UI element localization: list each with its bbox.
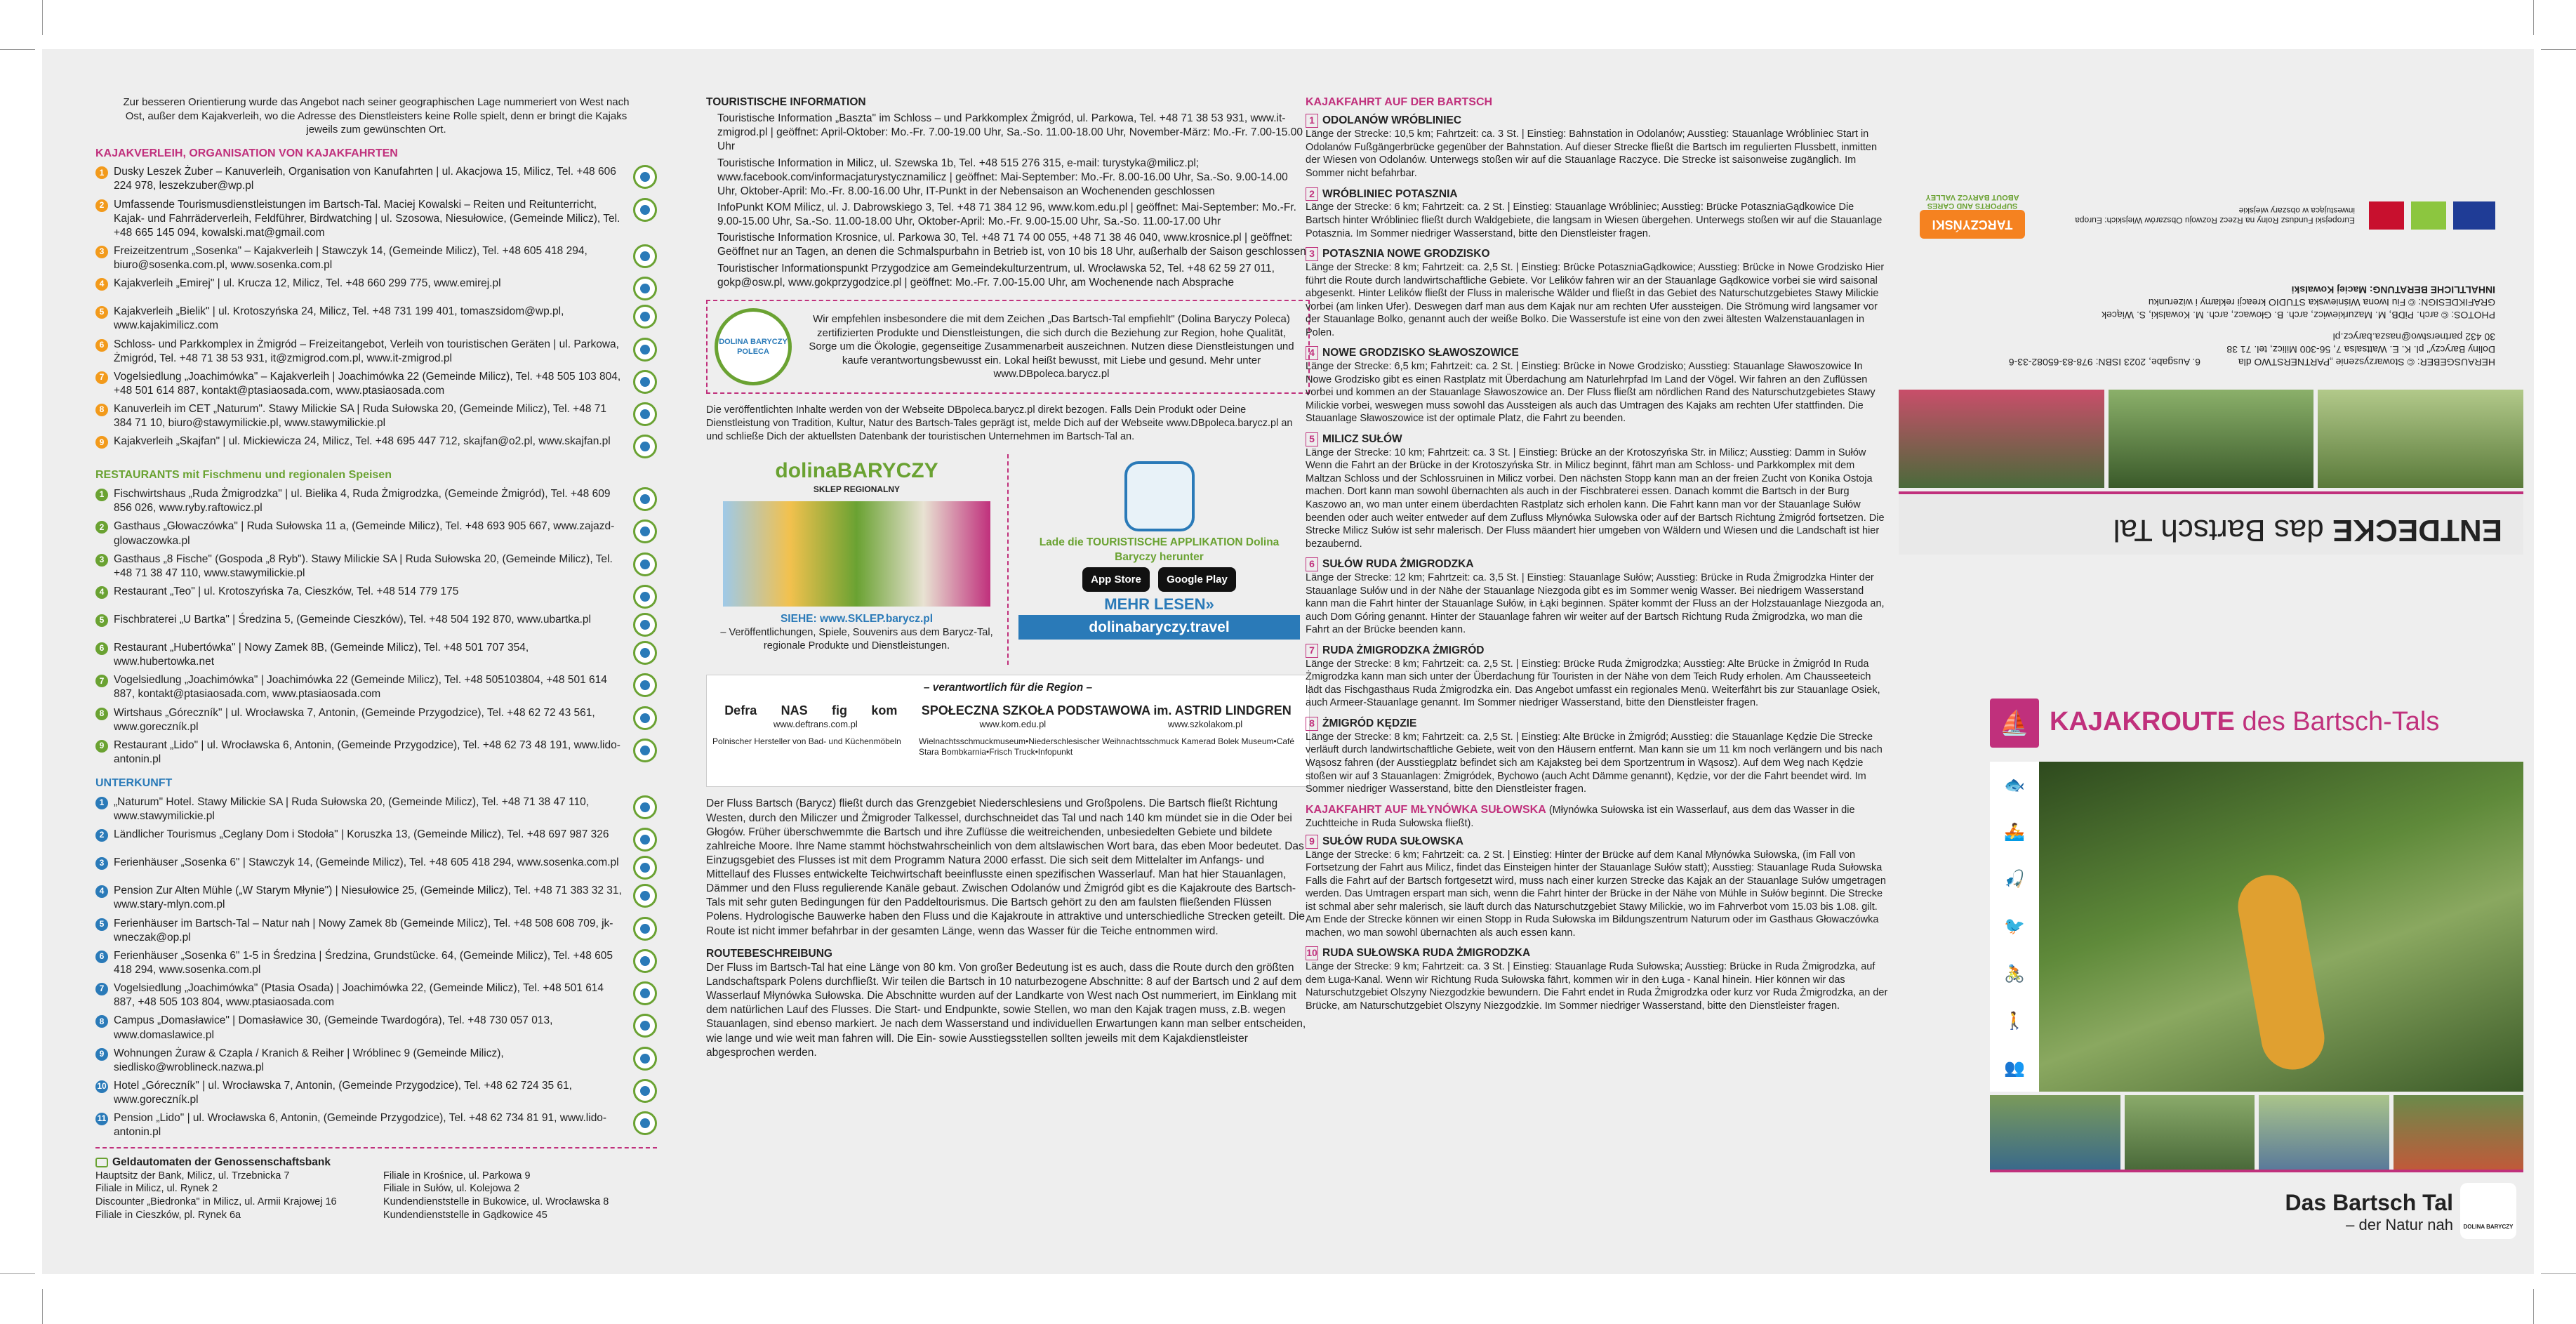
tourist-info-list [706, 112, 1310, 290]
column-kayak-route [1306, 95, 1888, 1019]
route-section-title: POTASZNIA NOWE GRODZISKO [1322, 248, 1490, 260]
shop-app-box [706, 454, 1310, 665]
text-line: Hauptsitz der Bank, Milicz, ul. Trzebnicka 7 [95, 1170, 290, 1181]
restaurants-list [95, 487, 657, 767]
text-line: kom [871, 703, 898, 717]
certified-seal-icon [633, 370, 657, 394]
sponsor-logos [712, 703, 1303, 719]
item-number: 5 [95, 918, 108, 931]
item-number: 8 [95, 404, 108, 416]
section-accommodation-title: UNTERKUNFT [95, 777, 173, 790]
list-item [95, 795, 657, 823]
crop-mark [2541, 49, 2576, 50]
tarczynski-logo: TARCZYŃSKI SUPPORTS AND CARES ABOUT BARYCZ VALLEY [1920, 193, 2025, 239]
route-section [1306, 557, 1888, 637]
route-section-heading [1306, 114, 1888, 128]
item-text: Dusky Leszek Żuber – Kanuverleih, Organisation von Kanufahrten | ul. Akacjowa 15, Milicz, Tel. +48 606 224 978, leszekzuber@wp.pl [114, 166, 616, 192]
cover-footer [2207, 1190, 2453, 1234]
app-icon [1124, 461, 1195, 531]
section-kayak-rental-title: KAJAKVERLEIH, ORGANISATION VON KAJAKFAHRTEN [95, 147, 398, 159]
photo-kayaks-1 [2318, 390, 2523, 488]
app-store-button[interactable]: App Store [1082, 567, 1150, 593]
text-line: Kundendienststelle in Gądkowice 45 [383, 1210, 547, 1222]
shop-subtitle: SKLEP REGIONALNY [813, 484, 901, 495]
item-text: „Naturum" Hotel. Stawy Milickie SA | Ruda Sułowska 20, (Gemeinde Milicz), Tel. +48 71 38 47 110, www.stawymilickie.pl [114, 795, 590, 823]
item-number: 7 [95, 371, 108, 384]
route-section-number: 9 [1306, 835, 1318, 849]
route-section-number: 1 [1306, 114, 1318, 128]
route-section [1306, 432, 1888, 550]
item-number: 4 [95, 278, 108, 291]
certified-seal-icon [633, 795, 657, 819]
item-number: 1 [95, 797, 108, 809]
atm-list-right [383, 1170, 657, 1222]
item-text: Wohnungen Żuraw & Czapla / Kranich & Reiher | Wróblinec 9 (Gemeinde Milicz), siedlisko@wroblineck.nazwa.pl [114, 1047, 504, 1073]
route-section-text: Länge der Strecke: 8 km; Fahrtzeit: ca. 2,5 St. | Einstieg: Brücke PotaszniaGądkowice; Ausstieg: Brücke in Nowe Grodzisko Hier führt die Route durch landwirtschaftliche Gebiete. Vor Lelików fahren wir an der Stauanlage Gądkowice vorbei sie wird saisonal abgesenkt. Hinter Lelików fließt der Fluss in malerische Wälder und fließt in das Gebiet des Naturschutzgebietes Stawy Milickie vorbei (am linken Ufer). Deswegen darf man aus dem Kajak nur am rechten Ufer aussteigen. Die Strömung wird langsamer vor der Stauanlage Bolko, genannt auch der weiße Bolko. Die Wasserstufe ist eine von den zwei ältesten Walzenstauanlagen in Polen. [1306, 262, 1885, 338]
text-line: Filiale in Krośnice, ul. Parkowa 9 [383, 1170, 531, 1181]
list-item [95, 165, 657, 193]
route-section-text: Länge der Strecke: 6 km; Fahrtzeit: ca. 2 St. | Einstieg: Stauanlage Wróbliniec; Ausstieg: Brücke PotaszniaGądkowice Die Bartsch hinter Wróbliniec fließt durch Waldgebiete, die langsam in Wiesen übergehen. Unterwegs stoßen wir auf die Stauanlage Potasznia. Im Sommer niedriger Wasserstand, bitte den Dienstleister fragen. [1306, 201, 1883, 239]
text-line: Touristische Information in Milicz, ul. Szewska 1b, Tel. +48 515 276 315, e-mail: turystyka@milicz.pl; www.facebook.com/informacjaturystycznamilicz | geöffnet: Mai-September: Mo.-Fr. 8.00-16.00 Uhr, Sa.-So. 9.00-14.00 Uhr, Oktober-April: Mo.-Fr. 8.00-16.00 Uhr, IT-Punkt in der Nebensaison an Wochenenden geschlossen [717, 157, 1288, 197]
shop-products-image [723, 501, 990, 607]
list-item [95, 435, 657, 458]
route-section [1306, 946, 1888, 1012]
certified-seal-icon [633, 706, 657, 730]
item-number: 10 [95, 1080, 108, 1093]
route-section-title: ŻMIGRÓD KĘDZIE [1322, 717, 1417, 729]
route-section-text: Länge der Strecke: 10,5 km; Fahrtzeit: ca. 3 St. | Einstieg: Bahnstation in Odolanów; Ausstieg: Stauanlage Wróbliniec Start in Odolanów Fußgängerbrücke gegenüber der Bahnstation. Auf dieser Strecke fließt die Bartsch im regulierten Flussbett, inmitten der Wiesen von Odolanów. Unterwegs stoßen wir auf die Stauanlage Raczyce. Die Strecke ist saisonweise zugänglich. Im Sommer nicht befahrbar. [1306, 128, 1878, 180]
atm-list-left [95, 1170, 369, 1222]
fish-icon: 🐟 [2004, 776, 2025, 795]
item-number: 3 [95, 246, 108, 258]
item-number: 5 [95, 306, 108, 319]
item-text: Restaurant „Hubertówka" | Nowy Zamek 8B, (Gemeinde Milicz), Tel. +48 501 707 354, www.hubertowka.net [114, 642, 529, 668]
list-item [95, 1047, 657, 1075]
kayak-photos-strip [1899, 390, 2523, 488]
item-text: Fischbraterei „U Bartka" | Średzina 5, (Gemeinde Cieszków), Tel. +48 504 192 870, www.ubartka.pl [114, 614, 591, 626]
cover-main-photo [2039, 762, 2523, 1092]
cyclist-icon: 🚴 [2004, 964, 2025, 984]
certified-seal-icon [633, 165, 657, 189]
crop-mark [42, 1289, 43, 1324]
google-play-button[interactable]: Google Play [1158, 567, 1236, 593]
item-text: Umfassende Tourismusdienstleistungen im Bartsch-Tal. Maciej Kowalski – Reiten und Reitunterricht, Kajak- und Fahrräderverleih, Feldführer, Birdwatching | ul. Szosowa, Niesułowice, (Gemeinde Milicz), Tel. +48 665 145 094, kowalski.mat@gmail.com [114, 198, 620, 239]
certified-seal-icon [633, 519, 657, 543]
atm-title: Geldautomaten der Genossenschaftsbank [112, 1156, 331, 1168]
list-item [95, 613, 657, 637]
dolina-baryczy-logo: DOLINA BARYCZY [2460, 1183, 2516, 1239]
text-line: Touristischer Informationspunkt Przygodzice am Gemeindekulturzentrum, ul. Wrocławska 52, Tel. +48 62 59 27 011, gokp@osw.pl, www.gokprzygodzice.pl | geöffnet: Mo.-Fr. 7.00-15.00 Uhr, am Wochenende nach Absprache [717, 262, 1275, 289]
list-item [95, 370, 657, 398]
entdecke-bold: ENTDECKE [2332, 513, 2502, 548]
item-text: Restaurant „Lido" | ul. Wrocławska 6, Antonin, (Gemeinde Przygodzice), Tel. +48 62 73 48 191, www.lido-antonin.pl [114, 739, 620, 766]
list-item [95, 487, 657, 515]
accommodation-list [95, 795, 657, 1140]
section-restaurants-title: RESTAURANTS mit Fischmenu und regionalen Speisen [95, 469, 392, 482]
consult-credit: INHALTLICHE BERATUNG: Maciej Kowalski [2291, 284, 2495, 296]
route-section-text: Länge der Strecke: 12 km; Fahrtzeit: ca. 3,5 St. | Einstieg: Stauanlage Sułów; Ausstieg: Brücke in Ruda Żmigrodzka Hinter der Stauanlage Sułów und in der Nähe der Stauanlage Niezgoda gibt es im Sommer wenig Wasser. Bei niedrigem Wasserstand kann man die Fahrt hinter der Stauanlage Sułów, in Łąki beginnen. Später kommt der Fluss an der Holzstauanlage Niezgoda an, auch Dom Góring genannt. Hinter der Stauanlage fahren wir weiter auf der Bartsch Richtung Ruda Żmigrodzka, wo man die Fahrt an der Brücke beenden kann. [1306, 572, 1885, 636]
list-item [95, 949, 657, 977]
route-section-title: ODOLANÓW WRÓBLINIEC [1322, 114, 1462, 127]
shop-text: – Veröffentlichungen, Spiele, Souvenirs aus dem Barycz-Tal, regionale Produkte und Dienstleistungen. [720, 627, 993, 651]
route-section-heading [1306, 432, 1888, 446]
text-line: InfoPunkt KOM Milicz, ul. J. Dabrowskiego 3, Tel. +48 71 384 12 96, www.kom.edu.pl | geöffnet: Mai-September: Mo.-Fr. 9.00-15.00 Uhr, Sa.-So. 11.00-18.00 Uhr, Oktober-April: Mo.-Fr. 9.00-15.00 Uhr, Sa.-So. 11.00-17.00 Uhr [717, 201, 1296, 228]
item-text: Kanuverleih im CET „Naturum". Stawy Milickie SA | Ruda Sułowska 20, (Gemeinde Milicz), Tel. +48 71 384 71 10, biuro@stawymilickie.pl, www.stawymilickie.pl [114, 403, 606, 430]
route-section-heading [1306, 346, 1888, 360]
list-item [95, 856, 657, 880]
text-line: Filiale in Milicz, ul. Rynek 2 [95, 1183, 218, 1195]
item-text: Vogelsiedlung „Joachimówka" (Ptasia Osada) | Joachimówka 22, (Gemeinde Milicz), Tel. +48 501 614 887, +48 505 103 804, www.ptasiaosada.com [114, 982, 604, 1009]
item-text: Pension „Lido" | ul. Wrocławska 6, Antonin, (Gemeinde Przygodzice), Tel. +48 62 734 81 91, www.lido-antonin.pl [114, 1112, 607, 1139]
certified-seal-icon [633, 435, 657, 458]
list-item [95, 1079, 657, 1107]
list-item [95, 277, 657, 300]
text-line: Touristische Information „Baszta" im Schloss – und Parkkomplex Żmigród, ul. Parkowa, Tel. +48 71 38 53 931, www.it-zmigrod.pl | geöffnet: April-Oktober: Mo.-Fr. 7.00-19.00 Uhr, Sa.-So. 11.00-18.00 Uhr, November-März: Mo.-Fr. 7.00-15.00 Uhr [717, 112, 1303, 153]
route-section-text: Länge der Strecke: 6,5 km; Fahrtzeit: ca. 2 St. | Einstieg: Brücke in Nowe Grodzisko; Ausstieg: Stauanlage Sławoszowice In Nowe Grodzisko gibt es einen Rastplatz mit Überdachung am Naturlehrpfad Im Land der Vögel. Wir fahren an den Zuflüssen vorbei und kommen an der Stauanlage Sławoszowice an. Der Fluss fließt am nördlichen Rand des Naturschutzgebietes Stawy Milickie vorbei, weswegen muss sowohl das Aussteigen als auch das Umtragen des Kajaks am rechten Ufer stattfinden. Die Stauanlage Sławoszowice ist der optimale Platz, die Fahrt zu beenden. [1306, 361, 1875, 425]
atm-box [95, 1156, 657, 1223]
item-number: 9 [95, 436, 108, 449]
list-item [95, 338, 657, 366]
route-section-heading [1306, 557, 1888, 571]
prow-logo [2369, 202, 2404, 230]
item-text: Pension Zur Alten Mühle („W Starym Młynie") | Niesułowice 25, (Gemeinde Milicz), Tel. +48 71 383 32 31, www.stary-mlyn.com.pl [114, 885, 622, 911]
certified-seal-icon [633, 884, 657, 908]
kayak-section-title: KAJAKFAHRT AUF DER BARTSCH [1306, 96, 1493, 108]
certified-seal-icon [633, 1047, 657, 1071]
list-item [95, 981, 657, 1009]
crop-mark [2533, 0, 2534, 35]
item-number: 3 [95, 554, 108, 567]
route-section-text: Länge der Strecke: 6 km; Fahrtzeit: ca. 2 St. | Einstieg: Hinter der Brücke auf dem Kanal Młynówka Sułowska, (im Fall von Fortsetzung der Fahrt aus Milicz, findet das Einsteigen hinter der Stauanlage Sułów statt); Ausstieg: Stauanlage Ruda Sułowska Falls die Fahrt auf der Bartsch fortgesetzt wird, muss nach einer kurzen Strecke das Kajak an der Stauanlage Sułów umgetragen werden. Das Umtragen erspart man sich, wenn die Fahrt hinter der Brücke in der Nähe von Mühle in Sułów beginnt. Die Strecke ist schmal aber sehr malerisch, sie läuft durch das Naturschutzgebiet Stawy Milickie, wo im Fahrverbot vom 15.03 bis 1.08. gilt. Am Ende der Strecke können wir einen Stopp in Ruda Sułowska im Bildungszentrum Naturum oder im Gasthaus Głowaczówka machen, wo man sowohl übernachten als auch essen kann. [1306, 849, 1886, 939]
list-item [95, 402, 657, 430]
list-item [95, 884, 657, 912]
kayak-rental-list [95, 165, 657, 458]
certified-seal-icon [633, 673, 657, 697]
sponsor-note-2: Wielnachtsschmuckmuseum•Niederschlesischer Weihnachtsschmuck Kamerad Bolek Museum•Café Stara Bombkarnia•Frisch Truck•Infopunkt [919, 736, 1295, 757]
text-line: fig [831, 703, 847, 717]
route-section-number: 8 [1306, 717, 1318, 731]
list-item [95, 828, 657, 852]
route-section-heading [1306, 835, 1888, 849]
route-section [1306, 717, 1888, 796]
route-section-title: RUDA SUŁOWSKA RUDA ŻMIGRODZKA [1322, 947, 1531, 960]
item-text: Fischwirtshaus „Ruda Żmigrodzka" | ul. Bielika 4, Ruda Żmigrodzka, (Gemeinde Żmigród), Tel. +48 609 856 026, www.ryby.raftowicz.pl [114, 488, 611, 515]
route-section-text: Länge der Strecke: 10 km; Fahrtzeit: ca. 3 St. | Einstieg: Brücke an der Krotoszyńska Str. in Milicz; Ausstieg: Damm in Sułów Wenn die Fahrt an der Brücke in der Krotoszyńska Str. in Milicz beginnt, fährt man am Schloss- und Parkkomplex mit dem Maltzan Schloss und der Schlossruinen in Milicz vorbei. Den nächsten Stopp kann man an der freien Zucht von Konika Ostoja machen. Dort kann man sowohl übernachten als auch in der Fischbraterei essen. Danach kommt die Bartsch in der Burg Kaszowo an, wo man unter einem überdachten Rastplatz sich erholen kann. Die Fahrt kann man vor der Stauanlage Sułów beenden oder auch weiter entweder auf dem Zufluss Młynówka Sułowska oder auf der Bartsch Richtung Żmigród fortsetzen. Die Strecke Milicz Sułów ist sehr malerisch. Der Fluss mäandert hier umgeben von Wäldern und Wiesen und die Landschaft ist hier bezaubernd. [1306, 446, 1885, 550]
list-item [95, 585, 657, 609]
crop-mark [0, 49, 35, 50]
route-section [1306, 644, 1888, 710]
item-text: Schloss- und Parkkomplex in Żmigród – Freizeitangebot, Verleih von touristischen Geräten | ul. Parkowa, Żmigród, Tel. +48 71 38 53 931, it@zmigrod.com.pl, www.it-zmigrod.pl [114, 338, 619, 364]
certified-seal-icon [633, 613, 657, 637]
text-line: SPOŁECZNA SZKOŁA PODSTAWOWA im. ASTRID LINDGREN [921, 703, 1292, 717]
text-line: www.deftrans.com.pl [773, 718, 858, 729]
certified-seal-icon [633, 1014, 657, 1038]
route-section-title: RUDA ŻMIGRODZKA ŻMIGRÓD [1322, 644, 1485, 656]
item-number: 7 [95, 983, 108, 995]
certified-promo-box [706, 300, 1310, 394]
route-section-title: SUŁÓW RUDA ŻMIGRODZKA [1322, 558, 1474, 571]
photos-credit: PHOTOS: © arch. PiDB, M. Mazurkiewicz, arch. B. Głowacz, arch. M. Kowalski, S. Wiącek [2102, 310, 2495, 322]
list-item [95, 706, 657, 734]
cover-kayak-icon: ⛵ [1990, 699, 2039, 748]
sponsor-note-1: Polnischer Hersteller von Bad- und Küchenmöbeln [712, 736, 901, 746]
kayak-sections-list [1306, 114, 1888, 795]
item-text: Ferienhäuser „Sosenka 6" | Stawczyk 14, (Gemeinde Milicz), Tel. +48 605 418 294, www.sosenka.com.pl [114, 856, 619, 869]
item-text: Kajakverleih „Emirej" | ul. Krucza 12, Milicz, Tel. +48 660 299 775, www.emirej.pl [114, 277, 501, 290]
read-more-link[interactable]: MEHR LESEN» [1104, 595, 1214, 614]
certified-seal-icon [633, 641, 657, 665]
certified-seal-icon [633, 917, 657, 941]
item-number: 8 [95, 1015, 108, 1028]
cover-title: KAJAKROUTE des Bartsch-Tals [2050, 707, 2440, 736]
divider [95, 1147, 657, 1148]
sponsors-row [1920, 193, 2495, 239]
walker-icon: 🚶 [2004, 1011, 2025, 1031]
route-section-text: Länge der Strecke: 8 km; Fahrtzeit: ca. 2,5 St. | Einstieg: Brücke Ruda Żmigrodzka; Ausstieg: Alte Brücke in Żmigród In Ruda Żmigrodzka kann man sich unter der Überdachung für Touristen in der Nähe von dem Teich Rudy erholen. Am Chausseeteich lädt das Fischgasthaus Ruda Żmigrodzka ein. Das Angebot umfasst ein regionales Menü. Weiterfährt bis zur Stauanlage Osiek, auch Armeer-Stauanlage genannt. Im Sommer niedriger Wasserstand, bitte den Dienstleister fragen. [1306, 658, 1880, 709]
design-credit: GRAFIKDESIGN: © Fiu Iwona Wiśniewska STUDIO kreacji reklamy i wizerunku [2148, 297, 2495, 309]
strip-photo-3 [2259, 1095, 2389, 1170]
mlynowka-sections-list [1306, 835, 1888, 1013]
certified-seal-icon [633, 487, 657, 511]
route-section [1306, 114, 1888, 180]
shop-logo: dolinaBARYCZY [775, 459, 938, 483]
dolina-baryczy-poleca-logo: DOLINA BARYCZY POLECA [715, 308, 792, 385]
promo-text: Wir empfehlen insbesondere die mit dem Zeichen „Das Bartsch-Tal empfiehlt" (Dolina Baryczy Poleca) zertifizierten Produkte und Dienstleistungen, die sich durch die Beziehung zur Region, hohe Qualität, Sorge um die Ökologie, gegenseitige Zusammenarbeit auszeichnen. Nutzen diese Dienstleistungen und kaufe verantwortungsbewusst ein. Lokal heißt bewusst, mit Liebe und gesund. Mehr unter www.DBpoleca.barycz.pl [809, 313, 1294, 380]
shop-panel [706, 454, 1009, 665]
route-title: ROUTEBESCHREIBUNG [706, 947, 832, 960]
sponsor-urls [712, 719, 1303, 731]
certified-seal-icon [633, 198, 657, 222]
eu-logos [2369, 202, 2495, 230]
list-item [95, 641, 657, 669]
text-line: Defra [724, 703, 757, 717]
cover-bottom-subtitle: – der Natur nah [2346, 1216, 2453, 1233]
certified-seal-icon [633, 739, 657, 762]
item-text: Gasthaus „Głowaczówka" | Ruda Sułowska 11 a, (Gemeinde Milicz), Tel. +48 693 905 667, www.zajazd-glowaczowka.pl [114, 520, 615, 547]
list-item [95, 244, 657, 272]
list-item [95, 673, 657, 701]
crop-mark [42, 0, 43, 35]
website-link[interactable]: dolinabaryczy.travel [1018, 615, 1300, 640]
route-section-heading [1306, 717, 1888, 731]
cover-bottom-title: Das Bartsch Tal [2285, 1190, 2453, 1215]
item-number: 11 [95, 1113, 108, 1125]
route-section-heading [1306, 946, 1888, 960]
entdecke-banner [1899, 491, 2523, 555]
responsibility-box [706, 675, 1310, 787]
route-section-number: 5 [1306, 432, 1318, 446]
certified-seal-icon [633, 277, 657, 300]
item-number: 4 [95, 885, 108, 898]
text-line: www.kom.edu.pl [979, 718, 1047, 729]
leader-logo [2411, 202, 2446, 230]
fishing-icon: 🎣 [2004, 870, 2025, 889]
route-section [1306, 346, 1888, 425]
item-number: 1 [95, 489, 108, 501]
route-section-heading [1306, 247, 1888, 261]
responsibility-title: – verantwortlich für die Region – [923, 682, 1093, 694]
strip-photo-2 [2125, 1095, 2255, 1170]
item-text: Ferienhäuser „Sosenka 6" 1-5 in Średzina | Średzina, Grundstücke. 64, (Gemeinde Milicz), Tel. +48 605 418 294, www.sosenka.com.pl [114, 949, 613, 976]
intro-text: Zur besseren Orientierung wurde das Angebot nach seiner geographischen Lage nummeriert von West nach Ost, außer dem Kajakverleih, wo die Adresse des Dienstleisters keine Rolle spielt, denn er bringt die Kajaks jeweils zum gewünschten Ort. [123, 96, 630, 135]
route-section-number: 2 [1306, 187, 1318, 201]
route-section-text: Länge der Strecke: 9 km; Fahrtzeit: ca. 3 St. | Einstieg: Stauanlage Ruda Sułowska; Ausstieg: Brücke in Ruda Żmigrodzka, auf dem Ługa-Kanal. Wenn wir Richtung Ruda Sułowska fährt, kommen wir in den Ługa - Kanal hinein. Hier können wir das Naturschutzgebiet Olszyny Niezgodzkie bewundern. Die Fahrt endet in Ruda Żmigrodzka oder kurz vor Ruda Żmigrodzka, an der Brücke, am Naturschutzgebiet Olszyny Niezgodzkie. Im Sommer niedriger Wasserstand, bitte den Dienstleister fragen. [1306, 961, 1888, 1012]
text-line: Discounter „Biedronka" in Milicz, ul. Armii Krajowej 16 [95, 1196, 337, 1208]
column-info [706, 95, 1310, 1060]
strip-photo-1 [1990, 1095, 2120, 1170]
item-number: 2 [95, 829, 108, 842]
crop-mark [2541, 1273, 2576, 1274]
route-section [1306, 835, 1888, 940]
item-text: Wirtshaus „Góreczník" | ul. Wrocławska 7, Antonin, (Gemeinde Przygodzice), Tel. +48 62 72 43 561, www.goreczník.pl [114, 706, 595, 733]
photo-kayaks-3 [1899, 390, 2104, 488]
back-panel-upside-down [1899, 63, 2523, 555]
text-line: NAS [781, 703, 808, 717]
crop-mark [2533, 1289, 2534, 1324]
item-text: Restaurant „Teo" | ul. Krotoszyńska 7a, Cieszków, Tel. +48 514 779 175 [114, 585, 459, 598]
text-line: Kundendienststelle in Bukowice, ul. Wrocławska 8 [383, 1196, 609, 1208]
route-section-number: 3 [1306, 247, 1318, 261]
route-section-number: 10 [1306, 946, 1318, 960]
atm-icon [95, 1158, 108, 1167]
route-section-title: MILICZ SUŁÓW [1322, 432, 1402, 445]
item-number: 4 [95, 586, 108, 599]
item-number: 5 [95, 614, 108, 627]
certified-seal-icon [633, 305, 657, 329]
route-section-title: SUŁÓW RUDA SUŁOWSKA [1322, 835, 1463, 847]
list-item [95, 305, 657, 333]
certified-seal-icon [633, 981, 657, 1005]
kayak-shape [2233, 870, 2329, 1074]
certified-seal-icon [633, 402, 657, 426]
item-text: Campus „Domasławice" | Domasławice 30, (Gemeinde Twardogóra), Tel. +48 730 057 013, www.domaslawice.pl [114, 1014, 553, 1041]
app-text: Lade die TOURISTISCHE APPLIKATION Dolina Baryczy herunter [1039, 536, 1280, 563]
certified-seal-icon [633, 585, 657, 609]
text-line: Filiale in Cieszków, pl. Rynek 6a [95, 1210, 241, 1222]
app-panel [1009, 454, 1310, 665]
item-number: 6 [95, 951, 108, 963]
list-item [95, 739, 657, 767]
item-text: Kajakverleih „Bielik" | ul. Krotoszyńska 24, Milicz, Tel. +48 731 199 401, tomaszsidom@wp.pl, www.kajakimilicz.com [114, 305, 564, 332]
text-line: Touristische Information Krosnice, ul. Parkowa 30, Tel. +48 71 74 00 055, +48 71 38 46 040, www.krosnice.pl | geöffnet: Geöffnet nur an Tagen, an denen die Schmalspurbahn in Betrieb ist, von 10 bis 18 Uhr, außerhalb der Saison geschlossen [717, 232, 1306, 258]
mlynowka-subtitle: (Młynówka Sułowska ist ein Wasserlauf, aus dem das Wasser in die Zuchtteiche in Ruda Sułowska fließt). [1306, 804, 1855, 830]
item-text: Kajakverleih „Skajfan" | ul. Mickiewicza 24, Milicz, Tel. +48 695 447 712, skajfan@o2.pl, www.skajfan.pl [114, 435, 611, 448]
credits-block [1920, 284, 2495, 369]
item-number: 6 [95, 642, 108, 655]
route-section-number: 4 [1306, 346, 1318, 360]
certified-seal-icon [633, 828, 657, 852]
cover-activity-icons [1990, 762, 2039, 1092]
route-section-title: NOWE GRODZISKO SŁAWOSZOWICE [1322, 347, 1519, 359]
brochure-sheet [42, 49, 2534, 1274]
route-section-title: WRÓBLINIEC POTASZNIA [1322, 187, 1458, 200]
route-section-text: Länge der Strecke: 8 km; Fahrtzeit: ca. 2,5 St. | Einstieg: Alte Brücke in Żmigród; Ausstieg: die Stauanlage Kędzie Die Strecke verläuft durch landwirtschaftliche Gebiete, weit von den Häusern entfernt. Man kann sie um 11 km noch verlängern und bis nach Wąsosz fahren (der Ausstiegplatz befindet sich am Kajaksteg bei dem Sportzentrum in Wąsosz). Auf dem Weg nach Kędzie stoßen wir auf 3 Stauanlagen: Żmigródek, Bychowo (auch Acht Dämme genannt), Kędzie, vor der die Fahrt beendet wird. Im Sommer niedriger Wasserstand, bitte den Dienstleister fragen. [1306, 731, 1883, 795]
item-text: Ferienhäuser im Bartsch-Tal – Natur nah | Nowy Zamek 8b (Gemeinde Milicz), Tel. +48 508 608 709, jk-wneczak@op.pl [114, 917, 613, 944]
route-section-number: 7 [1306, 644, 1318, 658]
river-text: Der Fluss Bartsch (Barycz) fließt durch das Grenzgebiet Niederschlesiens und Großpolens. Die Bartsch fließt Richtung Westen, durch den Miliczer und Żmigroder Talkessel, durchschneidet das Tal und nach 140 km mündet sie in die Oder bei Głogów. Früher überschwemmte die Bartsch und ihre Zuflüsse die weitreichenden, unbesiedelten Gebiete und bildete zahlreiche Moore. Ihre Name stammt höchstwahrscheinlich von dem altslawischen Wort bara, das eben Moor bedeutet. Das Einzugsgebiet des Flusses ist mit dem Programm Natura 2000 erfasst. Die sich seit dem Mittelalter im Anfangs- und Mittellauf des Flusses entwickelte Teichwirtschaft beeinflusste einen spezifischen Wasserlauf. Man hat hier Stauanlagen, Dämmer und den Fluss regulierende Kanäle gebaut. Zwischen Odolanów und Żmigród gibt es die Kajakroute des Bartsch-Tals mit sehr guten Bedingungen für den Paddeltourismus. Die Bartsch gehört zu den am faulsten fließenden Flüssen Polens. Hydrologische Bauwerke haben den Fluss und die Kajakroute in attraktive und unterschiedliche Strecken geteilt. Die Route ist nicht immer befahrbar in der gesamten Länge, wenn das Wasser für die Teiche entnommen wird. [706, 797, 1305, 937]
certified-seal-icon [633, 1079, 657, 1103]
item-number: 6 [95, 339, 108, 352]
photo-kayaks-2 [2109, 390, 2314, 488]
route-section-heading [1306, 644, 1888, 658]
item-text: Gasthaus „8 Fische" (Gospoda „8 Ryb"). Stawy Milickie SA | Ruda Sułowska 20, (Gemeinde Milicz), Tel. +48 71 38 47 110, www.stawymilickie.pl [114, 552, 613, 579]
column-services [95, 95, 657, 1222]
certified-seal-icon [633, 1111, 657, 1135]
cover-panel [1899, 699, 2523, 1274]
item-number: 7 [95, 675, 108, 687]
crop-mark [0, 1273, 35, 1274]
list-item [95, 917, 657, 945]
route-section-heading [1306, 187, 1888, 201]
item-number: 1 [95, 166, 108, 179]
certified-seal-icon [633, 949, 657, 973]
list-item [95, 552, 657, 581]
item-text: Hotel „Góreczník" | ul. Wrocławska 7, Antonin, (Gemeinde Przygodzice), Tel. +48 62 724 35 61, www.goreczník.pl [114, 1079, 572, 1106]
strip-photo-4 [2394, 1095, 2524, 1170]
list-item [95, 1014, 657, 1042]
tarczynski-tagline: SUPPORTS AND CARES ABOUT BARYCZ VALLEY [1925, 193, 2019, 210]
item-text: Vogelsiedlung „Joachimówka" | Joachimówka 22 (Gemeinde Milicz), Tel. +48 505103804, +48 501 614 887, kontakt@ptasiaosada.com, www.ptasiaosada.com [114, 674, 607, 701]
route-section-number: 6 [1306, 557, 1318, 571]
item-number: 2 [95, 199, 108, 212]
text-line: www.szkolakom.pl [1167, 718, 1243, 729]
certified-seal-icon [633, 856, 657, 880]
list-item [95, 198, 657, 240]
certified-seal-icon [633, 338, 657, 362]
group-icon: 👥 [2004, 1058, 2025, 1078]
route-section [1306, 247, 1888, 339]
item-text: Vogelsiedlung „Joachimówka" – Kajakverleih | Joachimówka 22 (Gemeinde Milicz), Tel. +48 505 103 804, +48 501 614 887, kontakt@ptasiaosada.com, www.ptasiaosada.com [114, 370, 621, 397]
shop-link[interactable]: SIEHE: www.SKLEP.barycz.pl [780, 612, 934, 625]
cover-photo-strip [1990, 1095, 2523, 1172]
publisher-text: HERAUSGEBER: © Stowarzyszenie „PARTNERSTWO dla Doliny Baryczy" pl. K. E. Wattsalsa 7, 56-300 Milicz, tel. 71 38 30 432 partnerstwo@nasza.barycz.pl [2226, 331, 2495, 368]
item-number: 8 [95, 708, 108, 720]
birdwatching-icon: 🐦 [2004, 917, 2025, 936]
kayaker-icon: 🚣 [2004, 823, 2025, 842]
route-text: Der Fluss im Bartsch-Tal hat eine Länge von 80 km. Von großer Bedeutung ist es auch, dass die Route durch den größten Landschaftspark Polens durchfließt. Wir teilen die Bartsch in 10 naturbezogene Abschnitte: 8 auf der Bartsch und 2 auf dem Wasserlauf Młynówka Sułowska. Die Abschnitte wurden auf der Landkarte von West nach Ost nummeriert, im Einklang mit dem natürlichen Lauf des Flusses. Die Start- und Endpunkte, sowie Stellen, wo man den Kajak tragen muss, z.B. wegen Stauanlagen, sind ebenso markiert. Je nach dem Wasserstand und individuellen Erwartungen kann man selber entscheiden, wie lange und wie weit man fahren will. Die Ein- sowie Ausstiegsstellen sollten jeweils mit dem Kajakdienstleister abgesprochen werden. [706, 961, 1306, 1059]
promo-note: Die veröffentlichten Inhalte werden von der Webseite DBpoleca.barycz.pl direkt bezogen. Falls Dein Produkt oder Deine Dienstleistung von Tradition, Kultur, Natur des Bartsch-Tales geprägt ist, melde Dich auf der Webseite www.DBpoleca.barycz.pl an und schließe Dich der aktuellsten Datenbank der touristischen Unternehmen im Bartsch-Tal an. [706, 404, 1293, 442]
entdecke-rest: das Bartsch Tal [2113, 513, 2324, 548]
certified-seal-icon [633, 244, 657, 268]
item-number: 9 [95, 740, 108, 753]
mlynowka-title: KAJAKFAHRT AUF MŁYNÓWKA SUŁOWSKA [1306, 803, 1546, 816]
tourist-info-title: TOURISTISCHE INFORMATION [706, 96, 866, 108]
edition-text: 6. Ausgabe, 2023 ISBN: 978-83-65082-33-6 [2008, 357, 2200, 368]
list-item [95, 519, 657, 548]
item-number: 2 [95, 521, 108, 534]
item-text: Freizeitzentrum „Sosenka" – Kajakverleih | Stawczyk 14, (Gemeinde Milicz), Tel. +48 605 418 294, biuro@sosenka.com.pl, www.sosenka.com.pl [114, 245, 587, 272]
list-item [95, 1111, 657, 1139]
text-line: Filiale in Sułów, ul. Kolejowa 2 [383, 1183, 520, 1195]
item-number: 9 [95, 1048, 108, 1061]
item-text: Ländlicher Tourismus „Ceglany Dom i Stodoła" | Koruszka 13, (Gemeinde Milicz), Tel. +48 697 987 326 [114, 828, 609, 841]
certified-seal-icon [633, 552, 657, 576]
eu-flag-icon [2453, 202, 2495, 230]
item-number: 3 [95, 857, 108, 870]
eu-text: Europejski Fundusz Rolny na Rzecz Rozwoju Obszarów Wiejskich: Europa inwestująca w obszary wiejskie [2075, 206, 2355, 226]
route-section [1306, 187, 1888, 241]
